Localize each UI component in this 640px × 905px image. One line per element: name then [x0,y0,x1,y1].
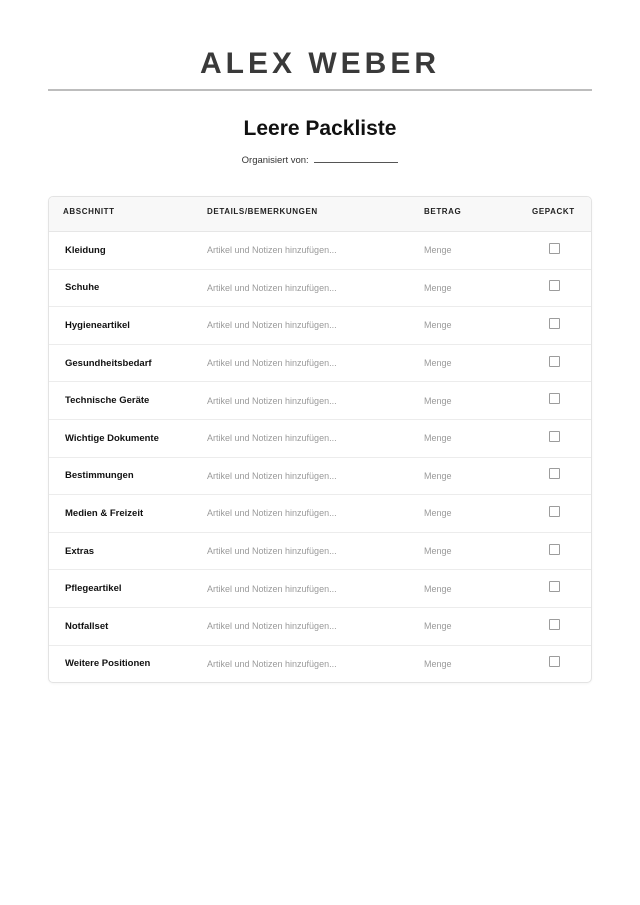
packed-checkbox[interactable] [549,506,560,517]
packed-checkbox[interactable] [549,243,560,254]
packed-cell [549,533,561,570]
packed-cell [549,345,561,382]
section-name: Notfallset [65,620,109,632]
section-name: Technische Geräte [65,395,150,407]
packed-cell [549,420,561,457]
section-name: Wichtige Dokumente [65,432,159,444]
amount-field[interactable]: Menge [424,658,452,669]
column-header-amount: BETRAG [424,207,462,216]
packed-cell [549,232,561,269]
organizer-name-field[interactable] [314,153,398,163]
amount-field[interactable]: Menge [424,358,452,369]
packed-cell [549,646,561,683]
amount-field[interactable]: Menge [424,320,452,331]
packed-checkbox[interactable] [549,431,560,442]
section-name: Bestimmungen [65,470,134,482]
details-field[interactable]: Artikel und Notizen hinzufügen... [207,320,337,331]
table-row [49,420,591,458]
table-row [49,345,591,383]
table-row [49,646,591,683]
amount-field[interactable]: Menge [424,546,452,557]
table-row [49,232,591,270]
packed-checkbox[interactable] [549,468,560,479]
details-field[interactable]: Artikel und Notizen hinzufügen... [207,658,337,669]
packed-cell [549,570,561,607]
table-row [49,458,591,496]
table-row [49,608,591,646]
amount-field[interactable]: Menge [424,433,452,444]
page-title: Leere Packliste [243,117,397,140]
details-field[interactable]: Artikel und Notizen hinzufügen... [207,395,337,406]
packed-cell [549,608,561,645]
organizer-line [0,153,640,168]
packed-checkbox[interactable] [549,656,560,667]
section-name: Pflegeartikel [65,583,122,595]
packed-checkbox[interactable] [549,280,560,291]
details-field[interactable]: Artikel und Notizen hinzufügen... [207,621,337,632]
details-field[interactable]: Artikel und Notizen hinzufügen... [207,583,337,594]
amount-field[interactable]: Menge [424,583,452,594]
amount-field[interactable]: Menge [424,282,452,293]
table-row [49,270,591,308]
amount-field[interactable]: Menge [424,245,452,256]
author-name: ALEX WEBER [199,47,440,80]
packed-checkbox[interactable] [549,619,560,630]
table-row [49,570,591,608]
packed-cell [549,382,561,419]
amount-field[interactable]: Menge [424,508,452,519]
packed-cell [549,458,561,495]
table-row [49,307,591,345]
details-field[interactable]: Artikel und Notizen hinzufügen... [207,245,337,256]
organizer-label: Organisiert von: [241,155,309,166]
packing-table [48,196,592,683]
column-header-packed: GEPACKT [532,207,575,216]
details-field[interactable]: Artikel und Notizen hinzufügen... [207,470,337,481]
details-field[interactable]: Artikel und Notizen hinzufügen... [207,433,337,444]
section-name: Gesundheitsbedarf [65,357,152,369]
packed-cell [549,270,561,307]
table-row [49,382,591,420]
section-name: Kleidung [65,244,106,256]
packed-cell [549,307,561,344]
section-name: Schuhe [65,282,100,294]
amount-field[interactable]: Menge [424,395,452,406]
column-header-section: ABSCHNITT [63,207,115,216]
details-field[interactable]: Artikel und Notizen hinzufügen... [207,358,337,369]
section-name: Extras [65,545,95,557]
packed-checkbox[interactable] [549,581,560,592]
amount-field[interactable]: Menge [424,621,452,632]
details-field[interactable]: Artikel und Notizen hinzufügen... [207,508,337,519]
details-field[interactable]: Artikel und Notizen hinzufügen... [207,546,337,557]
packed-checkbox[interactable] [549,318,560,329]
table-row [49,495,591,533]
table-row [49,533,591,571]
table-header [49,197,591,232]
header-divider [48,89,592,91]
packed-checkbox[interactable] [549,356,560,367]
section-name: Hygieneartikel [65,319,130,331]
column-header-details: DETAILS/BEMERKUNGEN [207,207,318,216]
amount-field[interactable]: Menge [424,470,452,481]
packed-checkbox[interactable] [549,393,560,404]
section-name: Medien & Freizeit [65,507,144,519]
packed-cell [549,495,561,532]
packed-checkbox[interactable] [549,544,560,555]
table-body [49,232,591,682]
details-field[interactable]: Artikel und Notizen hinzufügen... [207,282,337,293]
section-name: Weitere Positionen [65,658,151,670]
